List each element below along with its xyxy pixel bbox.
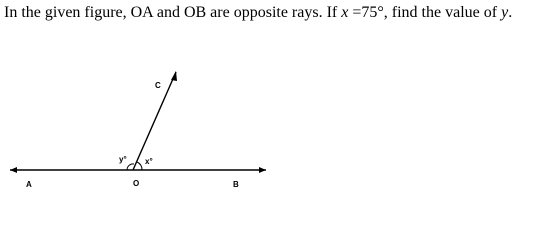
arrowhead-c: [171, 71, 177, 81]
question-text-start: In the given figure, OA and OB are opposite rays. If: [4, 4, 342, 21]
question-text-middle: =75°, find the value of: [348, 4, 502, 21]
variable-x: x: [341, 4, 349, 21]
variable-y: y: [501, 4, 509, 21]
arrowhead-a: [10, 167, 17, 173]
angle-label-y: y°: [119, 155, 127, 164]
arrowhead-b: [259, 167, 266, 173]
point-label-o: O: [133, 179, 140, 188]
angle-label-x: x°: [145, 157, 153, 166]
point-label-b: B: [233, 180, 239, 189]
question-text-end: .: [508, 4, 513, 21]
point-label-c: C: [155, 81, 161, 90]
point-label-a: A: [26, 180, 32, 189]
angle-arc-x: [137, 162, 142, 170]
